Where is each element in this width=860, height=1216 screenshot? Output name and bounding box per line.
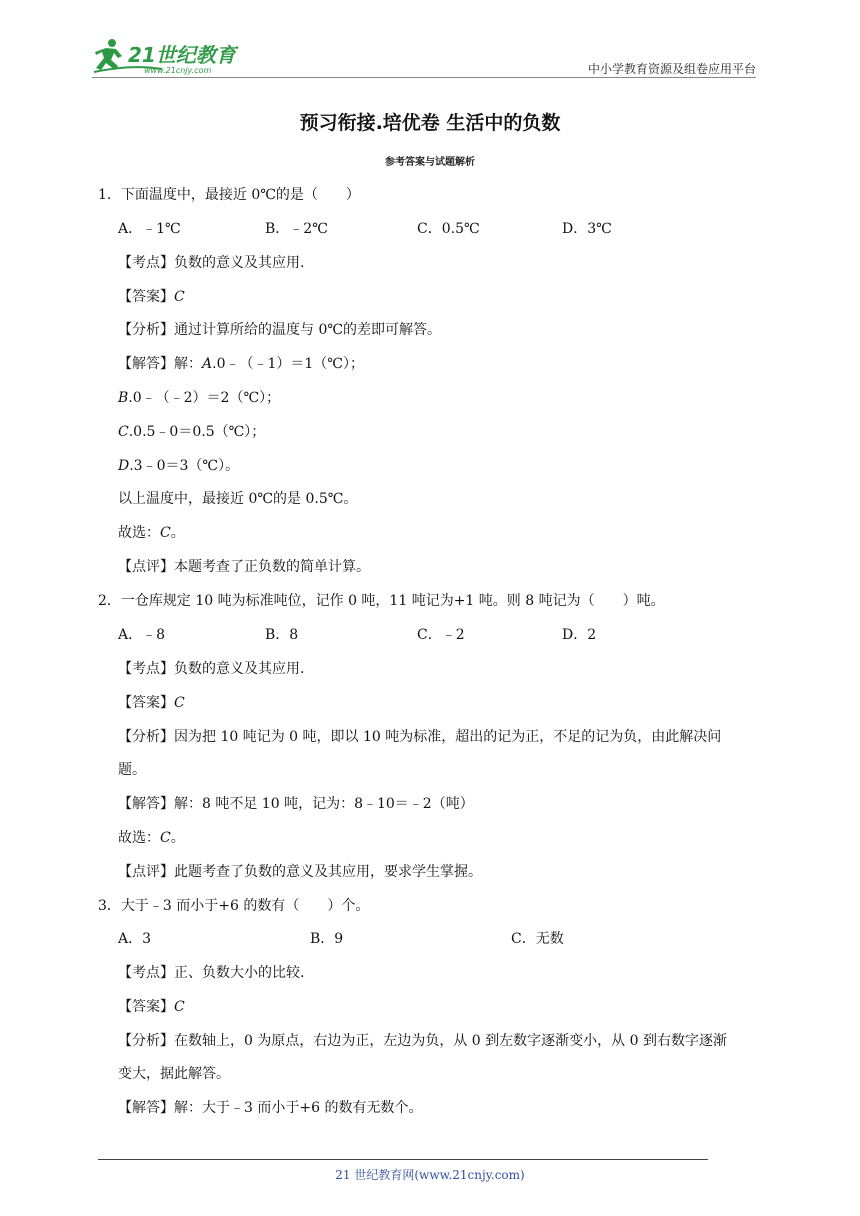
question-1-option-a: A．﹣1℃ [118, 221, 181, 237]
question-2-answer: 【答案】C [118, 695, 185, 711]
question-1-conclusion: 以上温度中，最接近 0℃的是 0.5℃。 [118, 491, 358, 507]
question-2-kaodian: 【考点】负数的意义及其应用. [118, 661, 305, 677]
question-2-analysis-cont: 题。 [118, 762, 146, 778]
question-3-option-b: B．9 [310, 931, 344, 947]
question-3-stem: 3．大于﹣3 而小于+6 的数有（ ）个。 [98, 898, 370, 914]
question-2-choice: 故选：C。 [118, 830, 185, 846]
question-2-comment: 【点评】此题考查了负数的意义及其应用，要求学生掌握。 [118, 864, 482, 880]
question-3-option-c: C．无数 [511, 931, 564, 947]
logo-text: 21世纪教育 [128, 43, 236, 67]
question-1-stem: 1．下面温度中，最接近 0℃的是（ ） [98, 187, 360, 203]
question-2-option-c: C．﹣2 [417, 627, 465, 643]
question-3-solution: 【解答】解：大于﹣3 而小于+6 的数有无数个。 [118, 1100, 423, 1116]
page-title: 预习衔接.培优卷 生活中的负数 [299, 112, 561, 134]
question-1-option-d: D．3℃ [562, 221, 612, 237]
question-1-solution-d: D.3﹣0＝3（℃）。 [118, 458, 240, 474]
question-3-kaodian: 【考点】正、负数大小的比较. [118, 965, 305, 981]
header-divider [92, 77, 756, 78]
runner-icon [95, 39, 122, 70]
question-2-stem: 2．一仓库规定 10 吨为标准吨位，记作 0 吨，11 吨记为+1 吨。则 8 吨记为（ ）吨。 [98, 593, 665, 609]
question-2-option-d: D．2 [562, 627, 597, 643]
question-3-answer: 【答案】C [118, 999, 185, 1015]
question-1-solution-b: B.0﹣（﹣2）＝2（℃）； [118, 390, 281, 406]
question-1-solution-c: C.0.5﹣0＝0.5（℃）； [118, 424, 266, 440]
footer-link[interactable]: 21 世纪教育网(www.21cnjy.com) [335, 1168, 525, 1182]
question-2-solution: 【解答】解：8 吨不足 10 吨，记为：8﹣10＝﹣2（吨） [118, 796, 474, 812]
page-subtitle: 参考答案与试题解析 [385, 157, 475, 168]
footer-divider [98, 1159, 708, 1160]
question-1-option-c: C．0.5℃ [417, 221, 480, 237]
site-logo [92, 36, 262, 78]
question-3-analysis: 【分析】在数轴上，0 为原点，右边为正，左边为负，从 0 到左数字逐渐变小，从 0 到右数字逐渐 [118, 1033, 727, 1049]
question-1-choice: 故选：C。 [118, 525, 185, 541]
question-3-analysis-cont: 变大，据此解答。 [118, 1066, 230, 1082]
question-1-solution: 【解答】解：A.0﹣（﹣1）＝1（℃）； [118, 356, 364, 372]
header-tagline: 中小学教育资源及组卷应用平台 [587, 62, 756, 76]
question-3-option-a: A．3 [118, 931, 152, 947]
question-2-option-a: A．﹣8 [118, 627, 166, 643]
question-1-answer: 【答案】C [118, 289, 185, 305]
question-1-analysis: 【分析】通过计算所给的温度与 0℃的差即可解答。 [118, 322, 442, 338]
question-2-analysis: 【分析】因为把 10 吨记为 0 吨，即以 10 吨为标准，超出的记为正，不足的记为负，由此解决问 [118, 729, 722, 745]
question-2-option-b: B．8 [265, 627, 299, 643]
question-1-option-b: B．﹣2℃ [265, 221, 328, 237]
question-1-comment: 【点评】本题考查了正负数的简单计算。 [118, 559, 370, 575]
logo-url: www.21cnjy.com [144, 66, 212, 75]
question-1-kaodian: 【考点】负数的意义及其应用. [118, 255, 305, 271]
